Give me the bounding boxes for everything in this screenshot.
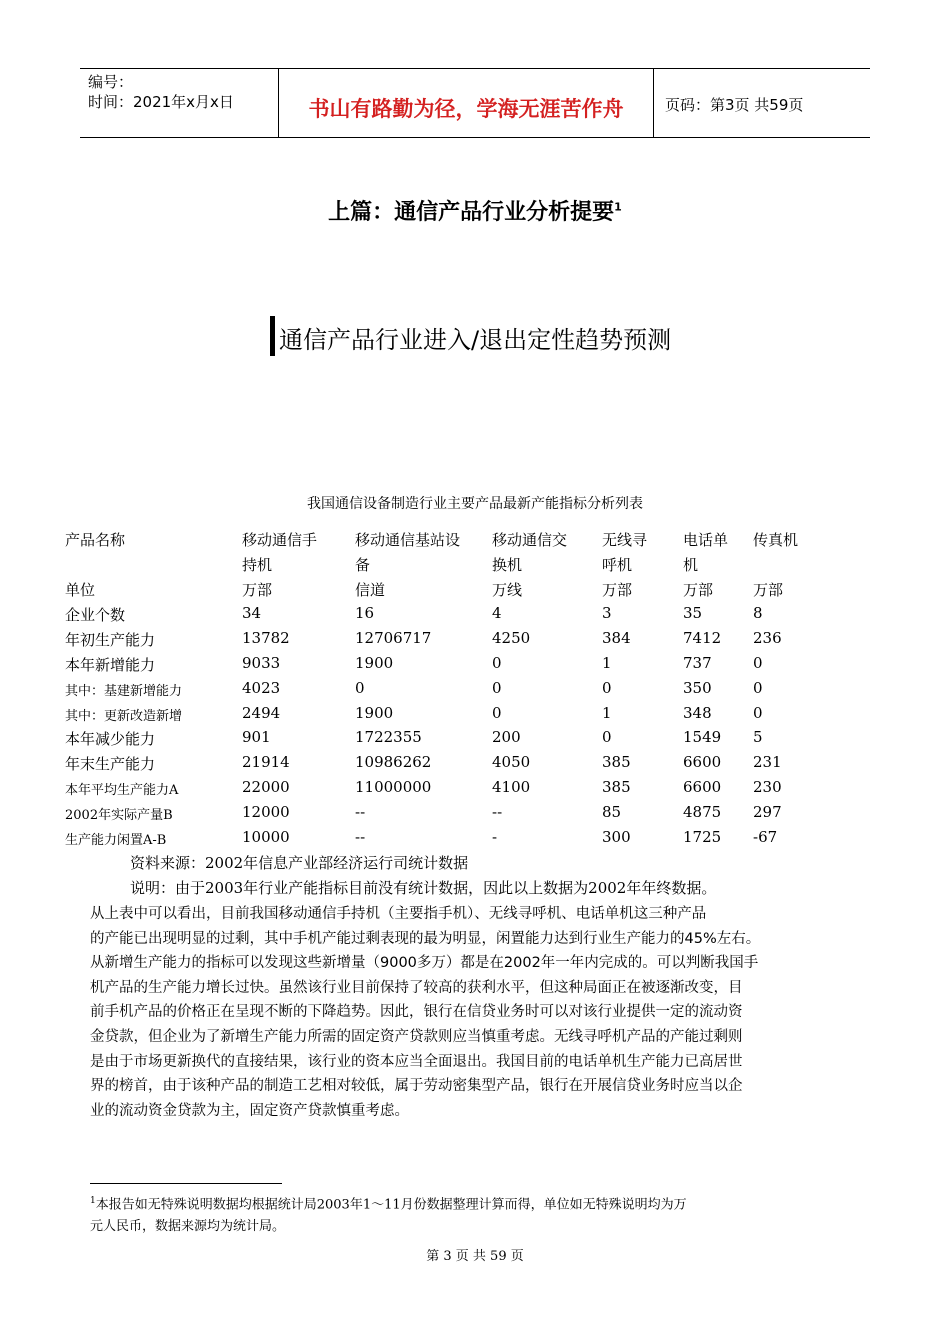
- table-cell: 16: [355, 604, 375, 622]
- table-cell: 4050: [492, 753, 531, 771]
- document-title: [0, 195, 950, 226]
- table-cell: 0: [753, 679, 763, 697]
- table-cell: --: [355, 803, 366, 821]
- table-cell: 万部: [753, 581, 784, 599]
- table-cell: 信道: [355, 581, 386, 599]
- table-row-label: 年初生产能力: [65, 631, 156, 649]
- table-cell: 200: [492, 728, 521, 746]
- table-row-label: 年末生产能力: [65, 755, 156, 773]
- header-page-number: 页码：第3页 共59页: [665, 96, 804, 114]
- table-cell: --: [355, 828, 366, 846]
- table-cell: 万部: [242, 581, 273, 599]
- paragraph-line: 是由于市场更新换代的直接结果，该行业的资本应当全面退出。我国目前的电话单机生产能力已高居世: [90, 1053, 743, 1070]
- table-row-label: 企业个数: [65, 606, 126, 624]
- table-cell: 384: [602, 629, 631, 647]
- table-cell: 2494: [242, 704, 281, 722]
- paragraph-line: 从新增生产能力的指标可以发现这些新增量（9000多万）都是在2002年一年内完成的。可以判断我国手: [90, 955, 759, 972]
- paragraph-line: 机产品的生产能力增长过快。虽然该行业目前保持了较高的获利水平，但这种局面正在被逐渐改变，目: [90, 979, 743, 996]
- table-cell: 4: [492, 604, 502, 622]
- table-cell: 1549: [683, 728, 722, 746]
- table-cell: 12706717: [355, 629, 432, 647]
- table-cell: -: [492, 828, 498, 846]
- table-row-label: 本年减少能力: [65, 730, 156, 748]
- footnote-line: [90, 1216, 880, 1238]
- table-cell: 1: [602, 704, 612, 722]
- table-header-cell: 备: [355, 556, 371, 574]
- table-cell: 0: [753, 654, 763, 672]
- table-header-cell: 呼机: [602, 556, 633, 574]
- table-cell: 万部: [683, 581, 714, 599]
- footnote-text: 元人民币，数据来源均为统计局。: [90, 1219, 286, 1235]
- table-cell: 348: [683, 704, 712, 722]
- document-title-text: 上篇：通信产品行业分析提要: [328, 200, 615, 225]
- footnote-text: 本报告如无特殊说明数据均根据统计局2003年1～11月份数据整理计算而得，单位如无特殊说明均为万: [95, 1197, 687, 1213]
- data-note: 说明：由于2003年行业产能指标目前没有统计数据，因此以上数据为2002年年终数据。: [130, 879, 717, 897]
- table-caption: 我国通信设备制造行业主要产品最新产能指标分析列表: [307, 496, 643, 512]
- table-cell: 4875: [683, 803, 722, 821]
- section-heading: [270, 316, 671, 356]
- table-header-cell: 持机: [242, 556, 273, 574]
- table-cell: 0: [355, 679, 365, 697]
- table-cell: 230: [753, 778, 782, 796]
- table-cell: 7412: [683, 629, 722, 647]
- table-row-label: 本年平均生产能力A: [65, 783, 179, 798]
- table-cell: 0: [492, 704, 502, 722]
- table-cell: 22000: [242, 778, 290, 796]
- header-meta: [88, 72, 234, 112]
- table-cell: 297: [753, 803, 782, 821]
- table-cell: 12000: [242, 803, 290, 821]
- header-divider: [653, 69, 654, 137]
- footnote-mark: 1: [90, 1196, 96, 1206]
- table-cell: 5: [753, 728, 763, 746]
- paragraph-line: 界的榜首，由于该种产品的制造工艺相对较低，属于劳动密集型产品，银行在开展信贷业务时应当以企: [90, 1078, 743, 1095]
- table-cell: 10000: [242, 828, 290, 846]
- table-cell: 85: [602, 803, 622, 821]
- table-cell: 9033: [242, 654, 281, 672]
- table-cell: 385: [602, 778, 631, 796]
- data-source: 资料来源：2002年信息产业部经济运行司统计数据: [130, 854, 469, 872]
- table-cell: 1725: [683, 828, 722, 846]
- table-cell: 35: [683, 604, 703, 622]
- table-cell: 350: [683, 679, 712, 697]
- table-cell: 10986262: [355, 753, 432, 771]
- table-row-label: 单位: [65, 581, 96, 599]
- table-cell: 万部: [602, 581, 633, 599]
- table-header-cell: 传真机: [753, 531, 799, 549]
- table-row-label: 本年新增能力: [65, 656, 156, 674]
- table-cell: 4100: [492, 778, 531, 796]
- table-header-cell: 移动通信手: [242, 531, 318, 549]
- table-cell: 3: [602, 604, 612, 622]
- table-cell: 8: [753, 604, 763, 622]
- table-row-label: 2002年实际产量B: [65, 808, 173, 823]
- header-motto: 书山有路勤为径，学海无涯苦作舟: [308, 97, 624, 121]
- page-footer: 第 3 页 共 59 页: [426, 1249, 524, 1264]
- table-cell: 13782: [242, 629, 290, 647]
- table-cell: 737: [683, 654, 712, 672]
- table-cell: 4250: [492, 629, 531, 647]
- table-cell: 0: [602, 679, 612, 697]
- section-heading-text: 通信产品行业进入/退出定性趋势预测: [279, 326, 672, 354]
- table-cell: 1900: [355, 654, 394, 672]
- table-header-cell: 产品名称: [65, 531, 126, 549]
- page-header: [80, 68, 870, 138]
- paragraph-line: 前手机产品的价格正在呈现不断的下降趋势。因此，银行在信贷业务时可以对该行业提供一定的流动资: [90, 1004, 743, 1021]
- table-header-cell: 换机: [492, 556, 523, 574]
- table-cell: 385: [602, 753, 631, 771]
- table-header-cell: 移动通信基站设: [355, 531, 461, 549]
- table-cell: 231: [753, 753, 782, 771]
- title-footnote-mark: 1: [614, 200, 622, 214]
- table-header-cell: 移动通信交: [492, 531, 568, 549]
- table-cell: 6600: [683, 753, 722, 771]
- table-cell: 1900: [355, 704, 394, 722]
- footnote: [90, 1190, 880, 1238]
- table-row-label: 生产能力闲置A-B: [65, 833, 167, 848]
- table-cell: 0: [492, 654, 502, 672]
- paragraph-line: 业的流动资金贷款为主，固定资产贷款慎重考虑。: [90, 1102, 409, 1119]
- table-row-label: 其中：基建新增能力: [65, 684, 183, 699]
- table-cell: 1: [602, 654, 612, 672]
- table-cell: 6600: [683, 778, 722, 796]
- table-header-cell: 电话单: [683, 531, 729, 549]
- paragraph-line: 的产能已出现明显的过剩，其中手机产能过剩表现的最为明显，闲置能力达到行业生产能力的45%左右。: [90, 930, 761, 947]
- table-cell: 300: [602, 828, 631, 846]
- table-cell: 1722355: [355, 728, 422, 746]
- table-cell: 0: [492, 679, 502, 697]
- paragraph-line: 金贷款，但企业为了新增生产能力所需的固定资产贷款则应当慎重考虑。无线寻呼机产品的产能过剩则: [90, 1028, 743, 1045]
- table-cell: 11000000: [355, 778, 432, 796]
- table-cell: 4023: [242, 679, 281, 697]
- paragraph-line: 从上表中可以看出，目前我国移动通信手持机（主要指手机）、无线寻呼机、电话单机这三种产品: [90, 906, 707, 922]
- table-cell: 236: [753, 629, 782, 647]
- table-row-label: 其中：更新改造新增: [65, 709, 183, 724]
- table-cell: 21914: [242, 753, 290, 771]
- table-cell: --: [492, 803, 503, 821]
- table-cell: 34: [242, 604, 262, 622]
- analysis-paragraph: [90, 902, 870, 1123]
- table-cell: -67: [753, 828, 778, 846]
- table-cell: 0: [602, 728, 612, 746]
- footnote-line: [90, 1190, 880, 1216]
- table-cell: 901: [242, 728, 271, 746]
- table-cell: 万线: [492, 581, 523, 599]
- heading-bar: [270, 316, 275, 356]
- table-header-cell: 机: [683, 556, 699, 574]
- table-cell: 0: [753, 704, 763, 722]
- header-date: 时间：2021年x月x日: [88, 93, 234, 111]
- table-header-cell: 无线寻: [602, 531, 648, 549]
- footnote-rule: [90, 1183, 282, 1184]
- header-number: 编号：: [88, 73, 134, 91]
